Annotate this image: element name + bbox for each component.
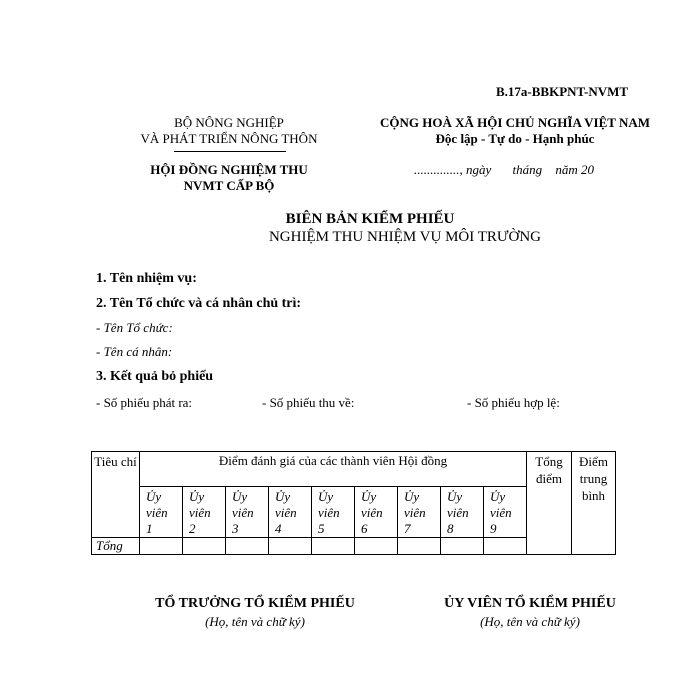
ministry-underline (174, 151, 286, 152)
member-number: 5 (318, 521, 325, 536)
member-word1: Ủy (318, 489, 334, 504)
member-number: 6 (361, 521, 368, 536)
member-word1: Ủy (275, 489, 291, 504)
members-header: Điểm đánh giá của các thành viên Hội đồng (140, 452, 527, 487)
org-name-label: - Tên Tổ chức: (96, 320, 173, 335)
date-line (414, 162, 674, 178)
total-cell-1 (140, 538, 183, 555)
person-name-label: - Tên cá nhân: (96, 344, 173, 359)
member-word1: Ủy (146, 489, 162, 504)
criteria-header: Tiêu chí (92, 452, 140, 538)
date-dots: .............. (414, 162, 460, 177)
sign-left-note: (Họ, tên và chữ ký) (205, 614, 305, 629)
sign-left-title: TỔ TRƯỞNG TỔ KIỂM PHIẾU (155, 596, 355, 611)
total-row-label: Tổng (92, 538, 140, 555)
member-word1: Ủy (404, 489, 420, 504)
section-task-name: 1. Tên nhiệm vụ: (96, 271, 197, 286)
member-word2: viên (232, 505, 254, 520)
document-subtitle: NGHIỆM THU NHIỆM VỤ MÔI TRƯỜNG (268, 229, 542, 245)
member-number: 2 (189, 521, 196, 536)
total-score-header: Tổng điểm (527, 452, 572, 555)
ministry-line2: VÀ PHÁT TRIỂN NÔNG THÔN (140, 131, 318, 146)
council-line1: HỘI ĐỒNG NGHIỆM THU (150, 162, 308, 177)
member-column-3 (226, 487, 269, 538)
average-score-header: Điểm trung bình (572, 452, 616, 555)
council-line2: NVMT CẤP BỘ (183, 178, 275, 193)
member-word2: viên (404, 505, 426, 520)
member-number: 3 (232, 521, 239, 536)
national-motto: Độc lập - Tự do - Hạnh phúc (435, 131, 595, 146)
score-table (91, 451, 616, 555)
member-column-8 (441, 487, 484, 538)
member-number: 8 (447, 521, 454, 536)
member-word1: Ủy (361, 489, 377, 504)
sign-right-title: ỦY VIÊN TỔ KIỂM PHIẾU (444, 596, 616, 611)
total-cell-8 (441, 538, 484, 555)
member-word2: viên (361, 505, 383, 520)
document-title: BIÊN BẢN KIỂM PHIẾU (285, 211, 455, 227)
section-vote-result: 3. Kết quả bỏ phiếu (96, 369, 214, 384)
member-column-6 (355, 487, 398, 538)
member-word2: viên (490, 505, 512, 520)
member-number: 7 (404, 521, 411, 536)
sign-right-note: (Họ, tên và chữ ký) (480, 614, 580, 629)
date-month: tháng (512, 162, 543, 177)
member-column-4 (269, 487, 312, 538)
total-cell-4 (269, 538, 312, 555)
member-word1: Ủy (232, 489, 248, 504)
ballots-returned-label: - Số phiếu thu về: (262, 395, 355, 410)
member-column-1 (140, 487, 183, 538)
total-cell-3 (226, 538, 269, 555)
total-cell-7 (398, 538, 441, 555)
total-cell-5 (312, 538, 355, 555)
form-code: B.17a-BBKPNT-NVMT (496, 84, 629, 99)
total-cell-6 (355, 538, 398, 555)
member-column-5 (312, 487, 355, 538)
member-column-9 (484, 487, 527, 538)
total-cell-2 (183, 538, 226, 555)
section-host: 2. Tên Tổ chức và cá nhân chủ trì: (96, 296, 302, 311)
member-word1: Ủy (189, 489, 205, 504)
member-number: 9 (490, 521, 497, 536)
member-column-2 (183, 487, 226, 538)
member-number: 1 (146, 521, 153, 536)
member-word1: Ủy (447, 489, 463, 504)
date-year: năm 20 (555, 162, 595, 177)
member-column-7 (398, 487, 441, 538)
member-word2: viên (447, 505, 469, 520)
ballots-issued-label: - Số phiếu phát ra: (96, 395, 193, 410)
member-word2: viên (275, 505, 297, 520)
member-word2: viên (318, 505, 340, 520)
member-number: 4 (275, 521, 282, 536)
member-word1: Ủy (490, 489, 506, 504)
country-name: CỘNG HOÀ XÃ HỘI CHỦ NGHĨA VIỆT NAM (379, 115, 651, 130)
ministry-line1: BỘ NÔNG NGHIỆP (174, 115, 284, 130)
member-word2: viên (146, 505, 168, 520)
total-cell-9 (484, 538, 527, 555)
date-day: , ngày (459, 162, 492, 177)
ballots-valid-label: - Số phiếu hợp lệ: (467, 395, 560, 410)
member-word2: viên (189, 505, 211, 520)
